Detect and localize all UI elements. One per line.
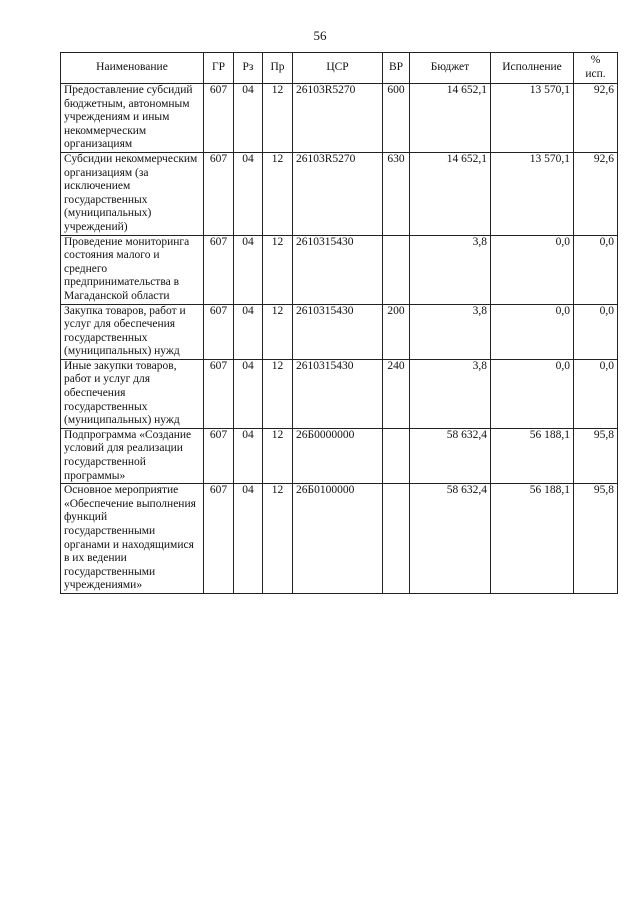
row-percent: 0,0 [574,359,618,428]
row-csr: 2610315430 [293,359,383,428]
row-vr: 240 [383,359,410,428]
row-percent: 92,6 [574,84,618,153]
row-execution: 13 570,1 [491,84,574,153]
header-execution: Исполнение [491,53,574,84]
header-percent-symbol: % [590,54,601,67]
row-csr: 2610315430 [293,304,383,359]
row-rz: 04 [234,235,263,304]
row-vr: 600 [383,84,410,153]
row-name: Основное мероприятие «Обеспечение выполнения функций государственными органами и находящимися в их ведении государственными учреждениями» [61,484,204,594]
row-execution: 56 188,1 [491,428,574,483]
row-name: Подпрограмма «Создание условий для реализации государственной программы» [61,428,204,483]
header-rz: Рз [234,53,263,84]
row-csr: 26Б0000000 [293,428,383,483]
table-header-row [61,53,618,84]
row-vr: 630 [383,152,410,235]
row-rz: 04 [234,359,263,428]
row-csr: 2610315430 [293,235,383,304]
row-execution: 0,0 [491,235,574,304]
table-row [61,428,618,483]
row-pr: 12 [263,359,293,428]
row-budget: 14 652,1 [410,152,491,235]
header-percent-label: исп. [585,68,606,80]
row-budget: 3,8 [410,304,491,359]
row-rz: 04 [234,152,263,235]
header-vr: ВР [383,53,410,84]
row-rz: 04 [234,428,263,483]
row-pr: 12 [263,484,293,594]
row-rz: 04 [234,304,263,359]
row-budget: 14 652,1 [410,84,491,153]
row-execution: 0,0 [491,304,574,359]
table-row [61,484,618,594]
row-percent: 95,8 [574,428,618,483]
table-row [61,84,618,153]
row-csr: 26103R5270 [293,152,383,235]
row-vr [383,428,410,483]
row-pr: 12 [263,304,293,359]
row-csr: 26103R5270 [293,84,383,153]
table-row [61,304,618,359]
row-gr: 607 [204,152,234,235]
row-vr: 200 [383,304,410,359]
header-csr: ЦСР [293,53,383,84]
row-gr: 607 [204,304,234,359]
table-row [61,359,618,428]
row-budget: 3,8 [410,359,491,428]
row-name: Предоставление субсидий бюджетным, автономным учреждениям и иным некоммерческим организациям [61,84,204,153]
row-name: Проведение мониторинга состояния малого и среднего предпринимательства в Магаданской области [61,235,204,304]
row-pr: 12 [263,235,293,304]
budget-table [60,52,618,594]
row-csr: 26Б0100000 [293,484,383,594]
row-budget: 58 632,4 [410,484,491,594]
table-row [61,235,618,304]
row-percent: 92,6 [574,152,618,235]
row-name: Иные закупки товаров, работ и услуг для обеспечения государственных (муниципальных) нужд [61,359,204,428]
row-rz: 04 [234,484,263,594]
row-gr: 607 [204,235,234,304]
row-percent: 95,8 [574,484,618,594]
row-pr: 12 [263,152,293,235]
header-gr: ГР [204,53,234,84]
row-percent: 0,0 [574,304,618,359]
row-rz: 04 [234,84,263,153]
header-percent [574,53,618,84]
row-gr: 607 [204,359,234,428]
table-row [61,152,618,235]
row-execution: 0,0 [491,359,574,428]
header-pr: Пр [263,53,293,84]
row-vr [383,484,410,594]
page-number: 56 [313,28,327,43]
row-pr: 12 [263,84,293,153]
row-name: Закупка товаров, работ и услуг для обеспечения государственных (муниципальных) нужд [61,304,204,359]
row-pr: 12 [263,428,293,483]
row-percent: 0,0 [574,235,618,304]
row-execution: 13 570,1 [491,152,574,235]
row-gr: 607 [204,84,234,153]
header-name: Наименование [61,53,204,84]
row-vr [383,235,410,304]
row-name: Субсидии некоммерческим организациям (за исключением государственных (муниципальных) учреждений) [61,152,204,235]
row-gr: 607 [204,484,234,594]
row-budget: 3,8 [410,235,491,304]
row-gr: 607 [204,428,234,483]
row-budget: 58 632,4 [410,428,491,483]
row-execution: 56 188,1 [491,484,574,594]
header-budget: Бюджет [410,53,491,84]
